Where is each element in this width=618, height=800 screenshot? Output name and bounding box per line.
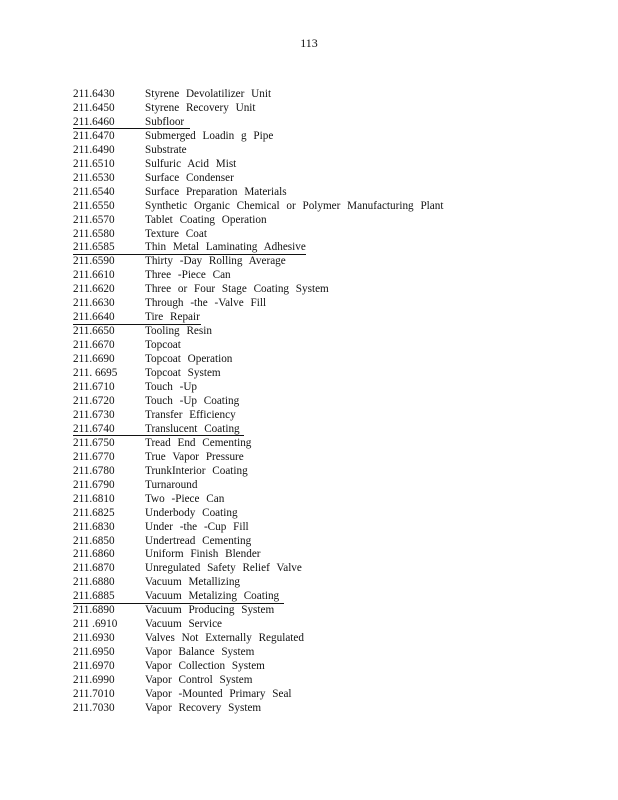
list-item	[73, 325, 593, 339]
defined-term: Vapor -Mounted Primary Seal	[145, 687, 292, 700]
list-item	[73, 674, 593, 688]
defined-term: Vacuum Metallizing	[145, 576, 241, 589]
section-number: 211.7030	[73, 701, 115, 714]
definitions-list	[73, 88, 593, 716]
defined-term: True Vapor Pressure	[145, 450, 244, 463]
list-item	[73, 172, 593, 186]
defined-term: Vapor Control System	[145, 674, 253, 687]
list-item	[73, 702, 593, 716]
list-item	[73, 395, 593, 409]
section-number: 211.6930	[73, 632, 115, 645]
defined-term: Styrene Devolatilizer Unit	[145, 88, 272, 100]
list-item	[73, 451, 593, 465]
section-number: 211.6640	[73, 311, 115, 324]
section-number: 211.6790	[73, 478, 115, 491]
list-item	[73, 200, 593, 214]
list-item	[73, 367, 593, 381]
list-item	[73, 116, 593, 130]
defined-term: Valves Not Externally Regulated	[145, 632, 304, 645]
section-number: 211.6430	[73, 88, 115, 100]
list-item	[73, 214, 593, 228]
page-number: 113	[300, 36, 318, 50]
list-item	[73, 130, 593, 144]
defined-term: Substrate	[145, 143, 187, 156]
list-item	[73, 241, 593, 255]
section-number: 211.6730	[73, 408, 115, 421]
section-number: 211.6780	[73, 464, 115, 477]
section-number: 211.6710	[73, 381, 115, 394]
list-item	[73, 353, 593, 367]
defined-term: Uniform Finish Blender	[145, 548, 261, 561]
defined-term: Tread End Cementing	[145, 436, 252, 449]
defined-term: Tooling Resin	[145, 325, 212, 338]
list-item	[73, 144, 593, 158]
section-number: 211.6860	[73, 548, 115, 561]
section-number: 211.6870	[73, 562, 115, 575]
section-number: 211.6990	[73, 674, 115, 687]
defined-term: Vapor Collection System	[145, 660, 265, 673]
list-item	[73, 548, 593, 562]
section-number: 211.6970	[73, 660, 115, 673]
section-number: 211.6540	[73, 185, 115, 198]
section-number: 211.6650	[73, 325, 115, 338]
defined-term: Touch -Up Coating	[145, 394, 240, 407]
list-item	[73, 88, 593, 102]
list-item	[73, 465, 593, 479]
list-item	[73, 646, 593, 660]
defined-term: Two -Piece Can	[145, 492, 225, 505]
section-number: 211.6885	[73, 590, 115, 603]
defined-term: Thirty -Day Rolling Average	[145, 255, 286, 268]
section-number: 211. 6695	[73, 367, 118, 380]
defined-term: Tablet Coating Operation	[145, 213, 267, 226]
defined-term: Translucent Coating	[145, 422, 240, 435]
section-number: 211.6810	[73, 492, 115, 505]
list-item	[73, 493, 593, 507]
defined-term: Surface Preparation Materials	[145, 185, 287, 198]
list-item	[73, 562, 593, 576]
list-item	[73, 381, 593, 395]
section-number: 211 .6910	[73, 618, 118, 631]
defined-term: Touch -Up	[145, 381, 197, 394]
section-number: 211.6830	[73, 520, 115, 533]
defined-term: Underbody Coating	[145, 506, 238, 519]
list-item	[73, 535, 593, 549]
list-item	[73, 521, 593, 535]
list-item	[73, 507, 593, 521]
section-number: 211.7010	[73, 687, 115, 700]
section-number: 211.6585	[73, 241, 115, 254]
defined-term: Topcoat System	[145, 367, 221, 380]
defined-term: Three -Piece Can	[145, 269, 231, 282]
defined-term: Sulfuric Acid Mist	[145, 157, 237, 170]
list-item	[73, 102, 593, 116]
list-item	[73, 339, 593, 353]
defined-term: Topcoat	[145, 339, 181, 352]
section-number: 211.6890	[73, 604, 115, 617]
section-number: 211.6950	[73, 646, 115, 659]
list-item	[73, 297, 593, 311]
list-item	[73, 479, 593, 493]
defined-term: Surface Condenser	[145, 171, 234, 184]
section-number: 211.6450	[73, 101, 115, 114]
defined-term: Through -the -Valve Fill	[145, 297, 267, 310]
section-number: 211.6880	[73, 576, 115, 589]
list-item	[73, 255, 593, 269]
defined-term: TrunkInterior Coating	[145, 464, 248, 477]
list-item	[73, 590, 593, 604]
section-number: 211.6740	[73, 422, 115, 435]
defined-term: Texture Coat	[145, 227, 207, 240]
list-item	[73, 660, 593, 674]
section-number: 211.6690	[73, 353, 115, 366]
list-item	[73, 576, 593, 590]
section-number: 211.6620	[73, 283, 115, 296]
defined-term: Three or Four Stage Coating System	[145, 283, 329, 296]
section-number: 211.6530	[73, 171, 115, 184]
list-item	[73, 423, 593, 437]
section-number: 211.6630	[73, 297, 115, 310]
section-number: 211.6850	[73, 534, 115, 547]
list-item	[73, 618, 593, 632]
section-number: 211.6580	[73, 227, 115, 240]
section-number: 211.6550	[73, 199, 115, 212]
section-number: 211.6750	[73, 436, 115, 449]
list-item	[73, 228, 593, 242]
defined-term: Transfer Efficiency	[145, 408, 236, 421]
defined-term: Subfloor	[145, 115, 185, 128]
defined-term: Vacuum Service	[145, 618, 223, 631]
defined-term: Vapor Balance System	[145, 646, 255, 659]
section-number: 211.6770	[73, 450, 115, 463]
list-item	[73, 688, 593, 702]
section-number: 211.6570	[73, 213, 115, 226]
defined-term: Undertread Cementing	[145, 534, 252, 547]
defined-term: Vapor Recovery System	[145, 701, 262, 714]
defined-term: Tire Repair	[145, 311, 200, 324]
section-number: 211.6470	[73, 129, 115, 142]
list-item	[73, 311, 593, 325]
section-number: 211.6610	[73, 269, 115, 282]
list-item	[73, 186, 593, 200]
defined-term: Thin Metal Laminating Adhesive	[145, 241, 306, 254]
section-number: 211.6460	[73, 115, 115, 128]
section-number: 211.6510	[73, 157, 115, 170]
defined-term: Under -the -Cup Fill	[145, 520, 249, 533]
defined-term: Vacuum Producing System	[145, 604, 275, 617]
section-number: 211.6490	[73, 143, 115, 156]
list-item	[73, 283, 593, 297]
list-item	[73, 269, 593, 283]
defined-term: Submerged Loadin g Pipe	[145, 129, 274, 142]
section-number: 211.6825	[73, 506, 115, 519]
defined-term: Unregulated Safety Relief Valve	[145, 562, 302, 575]
list-item	[73, 437, 593, 451]
section-number: 211.6720	[73, 394, 115, 407]
list-item	[73, 604, 593, 618]
defined-term: Turnaround	[145, 478, 198, 491]
list-item	[73, 409, 593, 423]
defined-term: Topcoat Operation	[145, 353, 233, 366]
list-item	[73, 158, 593, 172]
section-number: 211.6590	[73, 255, 115, 268]
defined-term: Vacuum Metalizing Coating	[145, 590, 280, 603]
defined-term: Synthetic Organic Chemical or Polymer Manufacturing Plant	[145, 199, 444, 212]
section-number: 211.6670	[73, 339, 115, 352]
list-item	[73, 632, 593, 646]
defined-term: Styrene Recovery Unit	[145, 101, 256, 114]
